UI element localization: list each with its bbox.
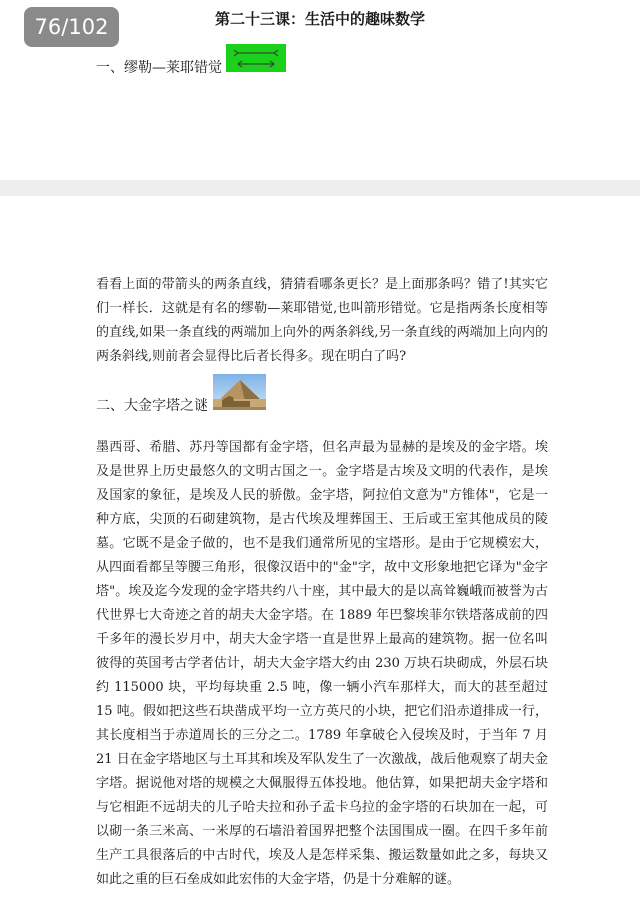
pyramid-sphinx-image — [213, 374, 266, 410]
page-counter: 76/102 — [24, 7, 119, 47]
page-divider — [0, 180, 640, 196]
section-heading-pyramid: 二、大金字塔之谜 — [96, 398, 208, 414]
muller-lyer-illusion-image — [226, 44, 286, 72]
lesson-title: 第二十三课：生活中的趣味数学 — [214, 10, 425, 28]
pyramid-paragraph: 墨西哥、希腊、苏丹等国都有金字塔，但名声最为显赫的是埃及的金字塔。埃及是世界上历史最悠久的文明古国之一。金字塔是古埃及文明的代表作，是埃及国家的象征，是埃及人民的骄傲。金字塔，阿拉伯文意为"方锥体"，它是一种方底，尖顶的石砌建筑物，是古代埃及埋葬国王、王后或王室其他成员的陵墓。它既不是金子做的，也不是我们通常所见的宝塔形。是由于它规模宏大，从四面看都呈等腰三角形，很像汉语中的"金"字，故中文形象地把它译为"金字塔"。埃及迄今发现的金字塔共约八十座，其中最大的是以高耸巍峨而被誉为古代世界七大奇迹之首的胡夫大金字塔。在 1889 年巴黎埃菲尔铁塔落成前的四千多年的漫长岁月中，胡夫大金字塔一直是世界上最高的建筑物。据一位名叫彼得的英国考古学者估计，胡夫大金字塔大约由 230 万块石块砌成，外层石块约 115000 块，平均每块重 2.5 吨，像一辆小汽车那样大，而大的甚至超过 15 吨。假如把这些石块凿成平均一立方英尺的小块，把它们沿赤道排成一行，其长度相当于赤道周长的三分之二。1789 年拿破仑入侵埃及时，于当年 7 月 21 日在金字塔地区与土耳其和埃及军队发生了一次激战，战后他观察了胡夫金字塔。据说他对塔的规模之大佩服得五体投地。他估算，如果把胡夫金字塔和与它相距不远胡夫的儿子哈夫拉和孙子孟卡乌拉的金字塔的石块加在一起，可以砌一条三米高、一米厚的石墙沿着国界把整个法国围成一圈。在四千多年前生产工具很落后的中古时代，埃及人是怎样采集、搬运数量如此之多，每块又如此之重的巨石垒成如此宏伟的大金字塔，仍是十分难解的谜。 — [96, 440, 548, 887]
section-heading-illusion: 一、缪勒—莱耶错觉 — [96, 60, 222, 76]
illusion-paragraph: 看看上面的带箭头的两条直线，猜猜看哪条更长？是上面那条吗？错了!其实它们一样长．这就是有名的缪勒—莱耶错觉,也叫箭形错觉。它是指两条长度相等的直线,如果一条直线的两端加上向外的两条斜线,另一条直线的两端加上向内的两条斜线,则前者会显得比后者长得多。现在明白了吗? — [96, 277, 548, 364]
